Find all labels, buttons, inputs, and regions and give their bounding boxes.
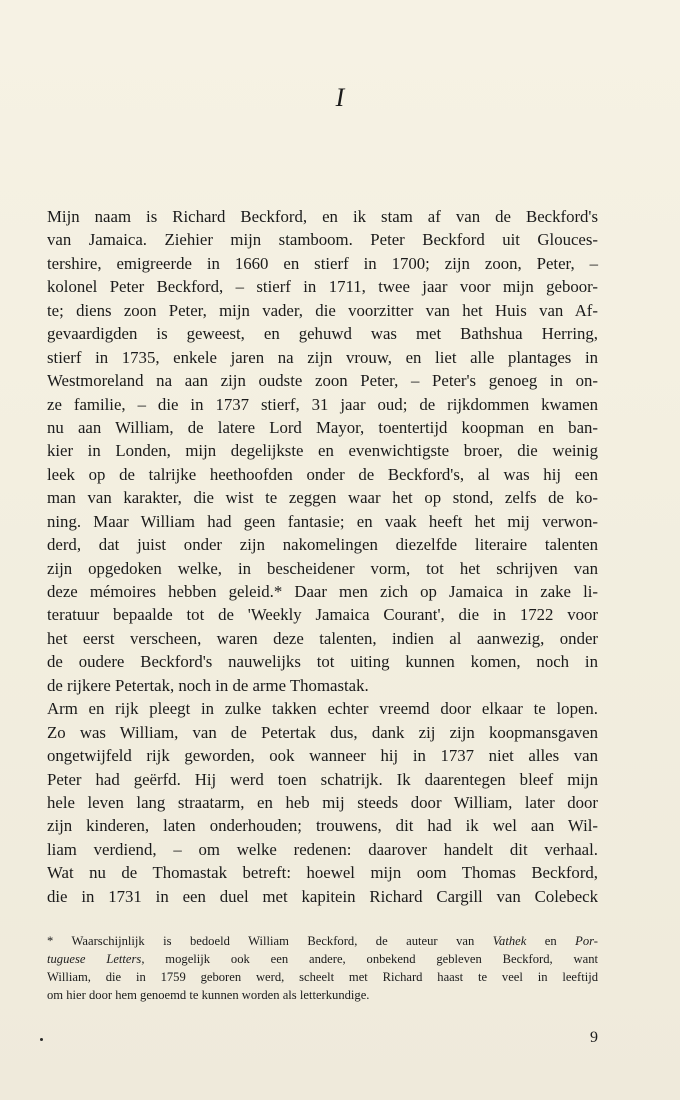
footnote-text: , mogelijk ook een andere, onbekend gebleven Beckford, want <box>141 952 598 966</box>
footnote <box>47 932 598 1004</box>
text-line: Westmoreland na aan zijn oudste zoon Peter, – Peter's genoeg in on- <box>47 371 598 391</box>
footnote-text: * Waarschijnlijk is bedoeld William Beckford, de auteur van <box>47 934 493 948</box>
footnote-line <box>47 932 598 950</box>
footnote-title-portuguese-letters-part1: Por- <box>575 934 598 948</box>
body-text <box>47 205 598 908</box>
text-line: kolonel Peter Beckford, – stierf in 1711, twee jaar voor mijn geboor- <box>47 277 598 297</box>
text-line: Zo was William, van de Petertak dus, dank zij zijn koopmansgaven <box>47 722 598 742</box>
text-line: de rijkere Petertak, noch in de arme Thomastak. <box>47 675 369 695</box>
text-line: teratuur bepaalde tot de 'Weekly Jamaica Courant', die in 1722 voor <box>47 605 598 625</box>
text-line: derd, dat juist onder zijn nakomelingen diezelfde literaire talenten <box>47 535 598 555</box>
text-line: deze mémoires hebben geleid.* Daar men zich op Jamaica in zake li- <box>47 582 598 601</box>
text-line: man van karakter, die wist te zeggen waar het op stond, zelfs de ko- <box>47 488 598 508</box>
footnote-title-vathek: Vathek <box>492 934 527 948</box>
footnote-line <box>47 950 598 968</box>
text-line: Peter had geërfd. Hij werd toen schatrijk. Ik daarentegen bleef mijn <box>47 769 598 789</box>
text-line: Wat nu de Thomastak betreft: hoewel mijn oom Thomas Beckford, <box>47 863 598 883</box>
text-line: nu aan William, de latere Lord Mayor, toentertijd koopman en ban- <box>47 417 598 437</box>
footnote-line: om hier door hem genoemd te kunnen worden als letterkundige. <box>47 988 370 1002</box>
text-line: zijn kinderen, laten onderhouden; trouwens, dit had ik wel aan Wil- <box>47 816 598 836</box>
text-line: stierf in 1735, enkele jaren na zijn vrouw, en liet alle plantages in <box>47 347 598 367</box>
text-line: te; diens zoon Peter, mijn vader, die voorzitter van het Huis van Af- <box>47 300 598 320</box>
text-line: zijn opgedoken welke, in bescheidener vorm, tot het schrijven van <box>47 558 598 578</box>
text-line: die in 1731 in een duel met kapitein Richard Cargill van Colebeck <box>47 886 598 906</box>
footnote-title-portuguese-letters-part2: tuguese Letters <box>47 952 142 966</box>
text-line: leek op de talrijke heethoofden onder de Beckford's, al was hij een <box>47 464 598 484</box>
text-line: kier in Londen, mijn degelijkste en evenwichtigste broer, die weinig <box>47 441 598 461</box>
text-line: ze familie, – die in 1737 stierf, 31 jaar oud; de rijkdommen kwamen <box>47 394 598 414</box>
text-line: het eerst verscheen, waren deze talenten, indien al aanwezig, onder <box>47 628 598 648</box>
text-line: de oudere Beckford's nauwelijks tot uiting kunnen komen, noch in <box>47 652 598 672</box>
chapter-heading: I <box>335 83 345 112</box>
text-line: van Jamaica. Ziehier mijn stamboom. Peter Beckford uit Glouces- <box>47 230 598 250</box>
text-line: Mijn naam is Richard Beckford, en ik stam af van de Beckford's <box>47 207 598 226</box>
footnote-text: en <box>526 934 576 948</box>
text-line: ongetwijfeld rijk geworden, ook wanneer hij in 1737 niet alles van <box>47 746 598 766</box>
text-line: tershire, emigreerde in 1660 en stierf in 1700; zijn zoon, Peter, – <box>47 253 598 273</box>
text-line: gevaardigden is geweest, en gehuwd was met Bathshua Herring, <box>47 324 598 344</box>
text-line: liam verdiend, – om welke redenen: daarover handelt dit verhaal. <box>47 839 598 859</box>
text-line: hele leven lang straatarm, en heb mij steeds door William, later door <box>47 792 598 812</box>
text-line: ning. Maar William had geen fantasie; en vaak heeft het mij verwon- <box>47 511 598 531</box>
page-number: 9 <box>590 1029 598 1046</box>
footnote-line: William, die in 1759 geboren werd, scheelt met Richard haast te veel in leeftijd <box>47 970 598 984</box>
text-line: Arm en rijk pleegt in zulke takken echter vreemd door elkaar te lopen. <box>47 699 598 719</box>
paper-speck <box>40 1038 43 1041</box>
